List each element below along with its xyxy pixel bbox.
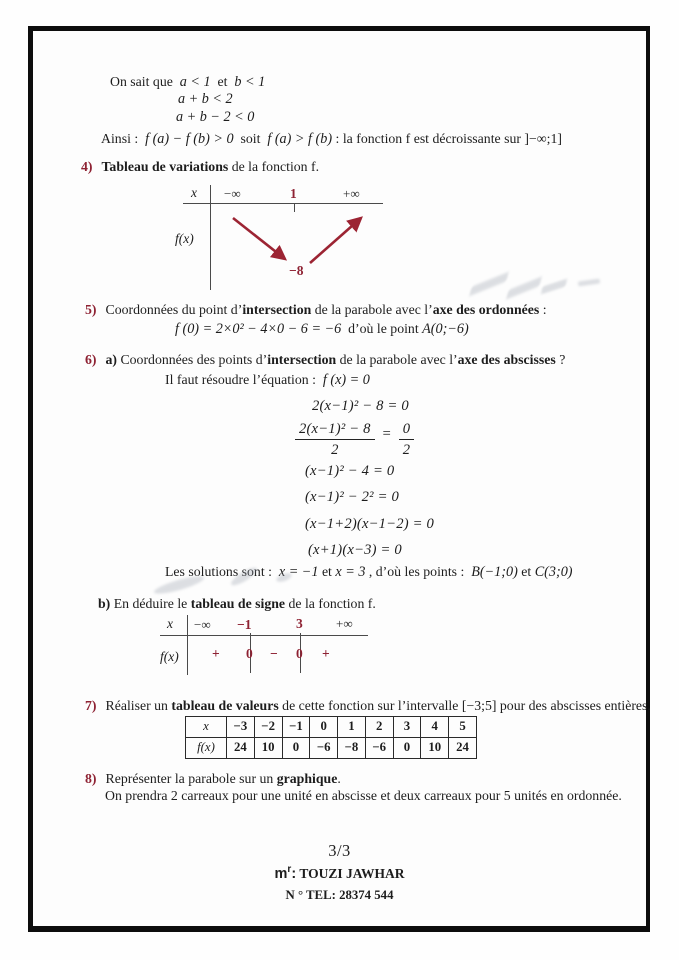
- stab-fx-label: f(x): [160, 649, 179, 664]
- conclusion-text: : la fonction f est décroissante sur ]−∞;1]: [335, 131, 562, 146]
- point-B: B(−1;0): [471, 564, 518, 580]
- smudge-mark: [578, 278, 600, 286]
- x-cell: 3: [393, 717, 421, 738]
- section-4-title: [81, 158, 319, 175]
- section-7-number: 7): [85, 698, 97, 713]
- values-x-header: x: [186, 717, 227, 738]
- fx-cell: 0: [282, 738, 310, 759]
- values-table: [185, 716, 477, 759]
- section-8-instructions: On prendra 2 carreaux pour une unité en abscisse et deux carreaux pour 5 unités en ordonnée.: [105, 788, 622, 803]
- vtab-minus-infinity: −∞: [224, 186, 241, 201]
- stab-minus-infinity: −∞: [194, 617, 211, 632]
- stab-sign-minus: −: [270, 646, 278, 661]
- s5-t4: :: [539, 302, 547, 317]
- stab-vertical-line: [187, 615, 188, 675]
- given-line-2: a + b < 2: [178, 91, 233, 107]
- x-cell: 0: [310, 717, 338, 738]
- fx-cell: 0: [393, 738, 421, 759]
- smudge-mark: [469, 272, 509, 297]
- section-4-rest: de la fonction f.: [228, 159, 320, 174]
- s7-bold: tableau de valeurs: [171, 698, 279, 713]
- stab-x-label: x: [167, 616, 173, 631]
- equation-1: 2(x−1)² − 8 = 0: [312, 398, 409, 414]
- decreasing-arrow-icon: [233, 218, 285, 259]
- fx-cell: 10: [421, 738, 449, 759]
- f0-calculation: f (0) = 2×0² − 4×0 − 6 = −6: [175, 321, 342, 337]
- section-6b-label: b): [98, 596, 111, 611]
- x-cell: 5: [449, 717, 477, 738]
- sol-et: et: [321, 564, 332, 579]
- equation-4: (x−1)² − 2² = 0: [305, 489, 399, 505]
- vtab-arrows: [175, 185, 390, 290]
- s6-t0: Coordonnées des points d’: [120, 352, 268, 367]
- given-line-3: a + b − 2 < 0: [176, 109, 255, 125]
- s6-bold-1: intersection: [267, 352, 337, 367]
- teacher-name: TOUZI JAWHAR: [299, 865, 405, 881]
- sign-table: [160, 615, 372, 675]
- fx-cell: −6: [365, 738, 393, 759]
- s6-t4: ?: [555, 352, 566, 367]
- section-4-bold: Tableau de variations: [101, 159, 229, 174]
- x-cell: −2: [254, 717, 282, 738]
- stab-root-1: −1: [237, 617, 252, 632]
- fx-cell: 10: [254, 738, 282, 759]
- equation-5: (x−1+2)(x−1−2) = 0: [305, 516, 435, 532]
- point-C: C(3;0): [534, 564, 573, 580]
- expr-1: f (a) − f (b) > 0: [145, 131, 234, 147]
- section-8-title: [85, 770, 341, 787]
- given-line-1-text: On sait que: [110, 74, 173, 89]
- stab-sign-plus-2: +: [322, 646, 330, 661]
- given-line-1: [110, 73, 265, 92]
- vtab-plus-infinity: +∞: [343, 186, 360, 201]
- s6-bold-2: axe des abscisses: [457, 352, 556, 367]
- stab-zero-2: 0: [296, 646, 303, 661]
- s6b-bold: tableau de signe: [190, 596, 286, 611]
- s5-bold-2: axe des ordonnées: [432, 302, 540, 317]
- s7-interval: [−3;5]: [461, 698, 497, 713]
- values-table-fx-row: [186, 738, 477, 759]
- x-cell: −3: [227, 717, 255, 738]
- section-5-calc: [175, 320, 469, 339]
- smudge-mark: [506, 276, 542, 299]
- fraction-right: [399, 420, 415, 459]
- page-content: [33, 31, 651, 926]
- equals-sign: =: [381, 426, 392, 443]
- fx-cell: 24: [227, 738, 255, 759]
- stab-header-line: [160, 635, 368, 636]
- cond-a: a < 1: [179, 74, 211, 90]
- s8-bold: graphique: [276, 771, 338, 786]
- s5-t2: de la parabole avec l’: [311, 302, 433, 317]
- solution-x1: x = −1: [278, 564, 319, 580]
- increasing-arrow-icon: [310, 218, 361, 263]
- section-8-number: 8): [85, 771, 97, 786]
- s6b-post: de la fonction f.: [285, 596, 376, 611]
- conclusion-line: [101, 130, 562, 149]
- equation-f0: f (x) = 0: [322, 372, 370, 388]
- fraction-numerator: 2(x−1)² − 8: [295, 420, 375, 440]
- equation-6: (x+1)(x−3) = 0: [308, 542, 402, 558]
- fraction-left: [295, 420, 375, 459]
- s5-bold-1: intersection: [242, 302, 312, 317]
- x-cell: 1: [338, 717, 366, 738]
- section-7-title: [85, 697, 651, 714]
- point-A: A(0;−6): [422, 321, 469, 337]
- section-6b-title: [98, 595, 376, 612]
- vtab-fx-label: f(x): [175, 231, 194, 246]
- vtab-x-label: x: [191, 185, 197, 200]
- s8-post: .: [337, 771, 341, 786]
- solutions-label: Les solutions sont :: [165, 564, 272, 579]
- section-6-solve: [165, 371, 370, 390]
- x-cell: −1: [282, 717, 310, 738]
- sol-et2: et: [521, 564, 532, 579]
- s5-t0: Coordonnées du point d’: [105, 302, 243, 317]
- stab-root-2: 3: [296, 616, 303, 631]
- stab-plus-infinity: +∞: [336, 616, 353, 631]
- vtab-minimum-value: −8: [289, 263, 304, 278]
- s6-t2: de la parabole avec l’: [336, 352, 458, 367]
- vtab-critical-x: 1: [290, 186, 297, 201]
- fraction-denominator-2: 2: [402, 442, 411, 459]
- expr-2: f (a) > f (b): [267, 131, 333, 147]
- stab-zero-1: 0: [246, 646, 253, 661]
- variation-table: [175, 185, 390, 290]
- section-6-title: [85, 351, 565, 368]
- s7-post2: pour des abscisses entières.: [496, 698, 651, 713]
- section-4-number: 4): [81, 159, 93, 174]
- apoint-pre: d’où le point: [348, 321, 419, 336]
- et-word: et: [217, 74, 228, 89]
- s7-post: de cette fonction sur l’intervalle: [278, 698, 462, 713]
- stab-sign-plus-1: +: [212, 646, 220, 661]
- s6b-pre: En déduire le: [113, 596, 191, 611]
- sol-mid: , d’où les points :: [368, 564, 465, 579]
- cond-b: b < 1: [234, 74, 266, 90]
- equation-3: (x−1)² − 4 = 0: [305, 463, 395, 479]
- fx-cell: −8: [338, 738, 366, 759]
- page-number: 3/3: [328, 841, 351, 860]
- teacher-m: $m^r$:: [274, 864, 297, 882]
- section-5-number: 5): [85, 302, 97, 317]
- soit-word: soit: [240, 131, 261, 146]
- values-table-x-row: [186, 717, 477, 738]
- section-5-title: [85, 301, 547, 318]
- fraction-numerator-2: 0: [399, 420, 415, 440]
- s7-pre: Réaliser un: [105, 698, 172, 713]
- section-6a-label: a): [105, 352, 117, 367]
- teacher-line: [33, 864, 646, 883]
- fx-cell: 24: [449, 738, 477, 759]
- s8-pre: Représenter la parabole sur un: [105, 771, 277, 786]
- section-6-number: 6): [85, 352, 97, 367]
- fraction-denominator: 2: [331, 442, 339, 459]
- ainsi-label: Ainsi :: [101, 131, 139, 146]
- solutions-line: [165, 563, 573, 582]
- x-cell: 4: [421, 717, 449, 738]
- values-fx-header: f(x): [186, 738, 227, 759]
- smudge-mark: [541, 279, 567, 295]
- phone-line: N ° TEL: 28374 544: [285, 888, 394, 902]
- solution-x2: x = 3: [335, 564, 366, 580]
- page-frame: [28, 26, 650, 932]
- solve-text: Il faut résoudre l’équation :: [165, 372, 316, 387]
- fx-cell: −6: [310, 738, 338, 759]
- equation-fraction: [295, 420, 414, 459]
- x-cell: 2: [365, 717, 393, 738]
